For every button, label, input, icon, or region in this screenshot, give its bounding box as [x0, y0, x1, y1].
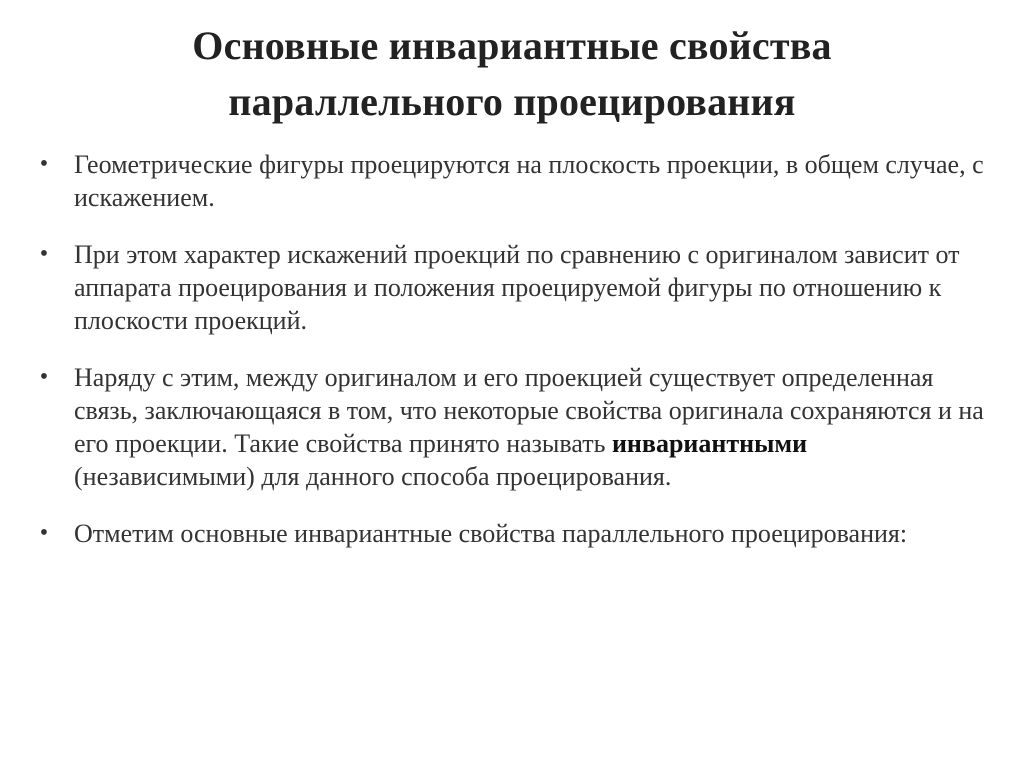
bullet-list	[34, 148, 984, 550]
bullet-text-1: Геометрические фигуры проецируются на плоскость проекции, в общем случае, с искажением.	[74, 150, 984, 212]
bullet-text-2: При этом характер искажений проекций по сравнению с оригиналом зависит от аппарата проецирования и положения проецируемой фигуры по отношению к плоскости проекций.	[74, 240, 960, 335]
bullet-item-2	[34, 238, 984, 337]
bullet-dot-icon: •	[39, 520, 49, 546]
slide-title	[60, 18, 964, 130]
bullet-dot-icon: •	[39, 241, 49, 267]
bullet-dot-icon: •	[39, 364, 49, 390]
bullet-item-4	[34, 517, 984, 550]
slide-title-line-1: Основные инвариантные свойства	[192, 23, 832, 68]
bullet-text-3-bold: инвариантными	[611, 429, 808, 458]
bullet-text-3-after: (независимыми) для данного способа проецирования.	[74, 462, 672, 491]
bullet-text-3	[74, 361, 984, 493]
bullet-dot-icon: •	[39, 151, 49, 177]
bullet-text-3-before: Наряду с этим, между оригиналом и его проекцией существует определенная связь, заключающаяся в том, что некоторые свойства оригинала сохраняются и на его проекции. Такие свойства принято называть	[74, 363, 984, 458]
bullet-text-4: Отметим основные инвариантные свойства параллельного проецирования:	[74, 519, 908, 548]
bullet-item-1	[34, 148, 984, 214]
bullet-item-3	[34, 361, 984, 493]
slide-title-line-2: параллельного проецирования	[228, 79, 796, 124]
